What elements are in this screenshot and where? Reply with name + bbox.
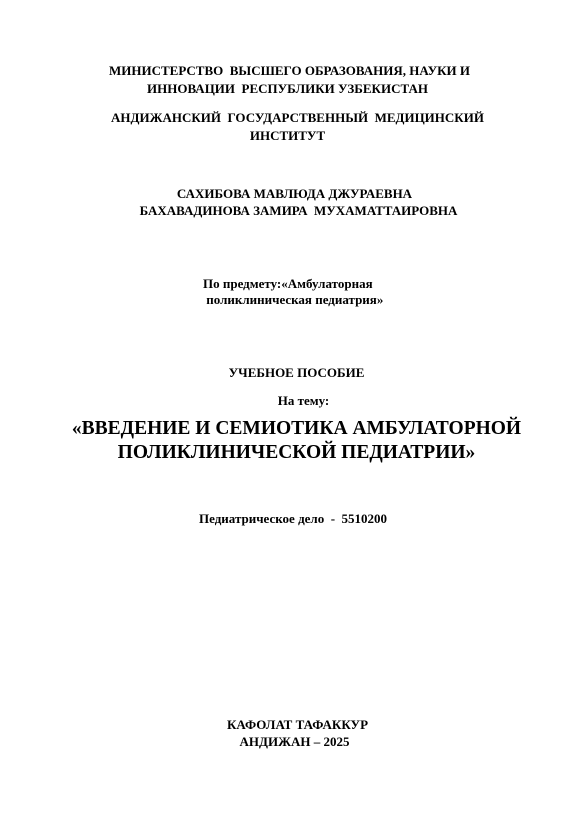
author-name-1: САХИБОВА МАВЛЮДА ДЖУРАЕВНА	[176, 186, 413, 201]
author-name-2: БАХАВАДИНОВА ЗАМИРА МУХАМАТТАИРОВНА	[139, 203, 458, 218]
specialty-code: Педиатрическое дело - 5510200	[199, 511, 388, 526]
topic-label: На тему:	[277, 393, 330, 408]
ministry-name-line-1: МИНИСТЕРСТВО ВЫСШЕГО ОБРАЗОВАНИЯ, НАУКИ И	[108, 63, 471, 78]
institute-name-line-2: ИНСТИТУТ	[249, 128, 326, 143]
book-type: УЧЕБНОЕ ПОСОБИЕ	[228, 365, 365, 380]
publisher-name: КАФОЛАТ ТАФАККУР	[226, 717, 369, 732]
ministry-name-line-2: ИННОВАЦИИ РЕСПУБЛИКИ УЗБЕКИСТАН	[147, 81, 428, 96]
subject-line-1: По предмету:«Амбулаторная	[203, 276, 373, 291]
institute-name-line-1: АНДИЖАНСКИЙ ГОСУДАРСТВЕННЫЙ МЕДИЦИНСКИЙ	[111, 110, 484, 125]
city-and-year: АНДИЖАН – 2025	[239, 734, 350, 749]
book-title-line-1: «ВВЕДЕНИЕ И СЕМИОТИКА АМБУЛАТОРНОЙ	[71, 418, 522, 439]
subject-line-2: поликлиническая педиатрия»	[203, 292, 384, 307]
book-title-line-2: ПОЛИКЛИНИЧЕСКОЙ ПЕДИАТРИИ»	[117, 442, 476, 463]
